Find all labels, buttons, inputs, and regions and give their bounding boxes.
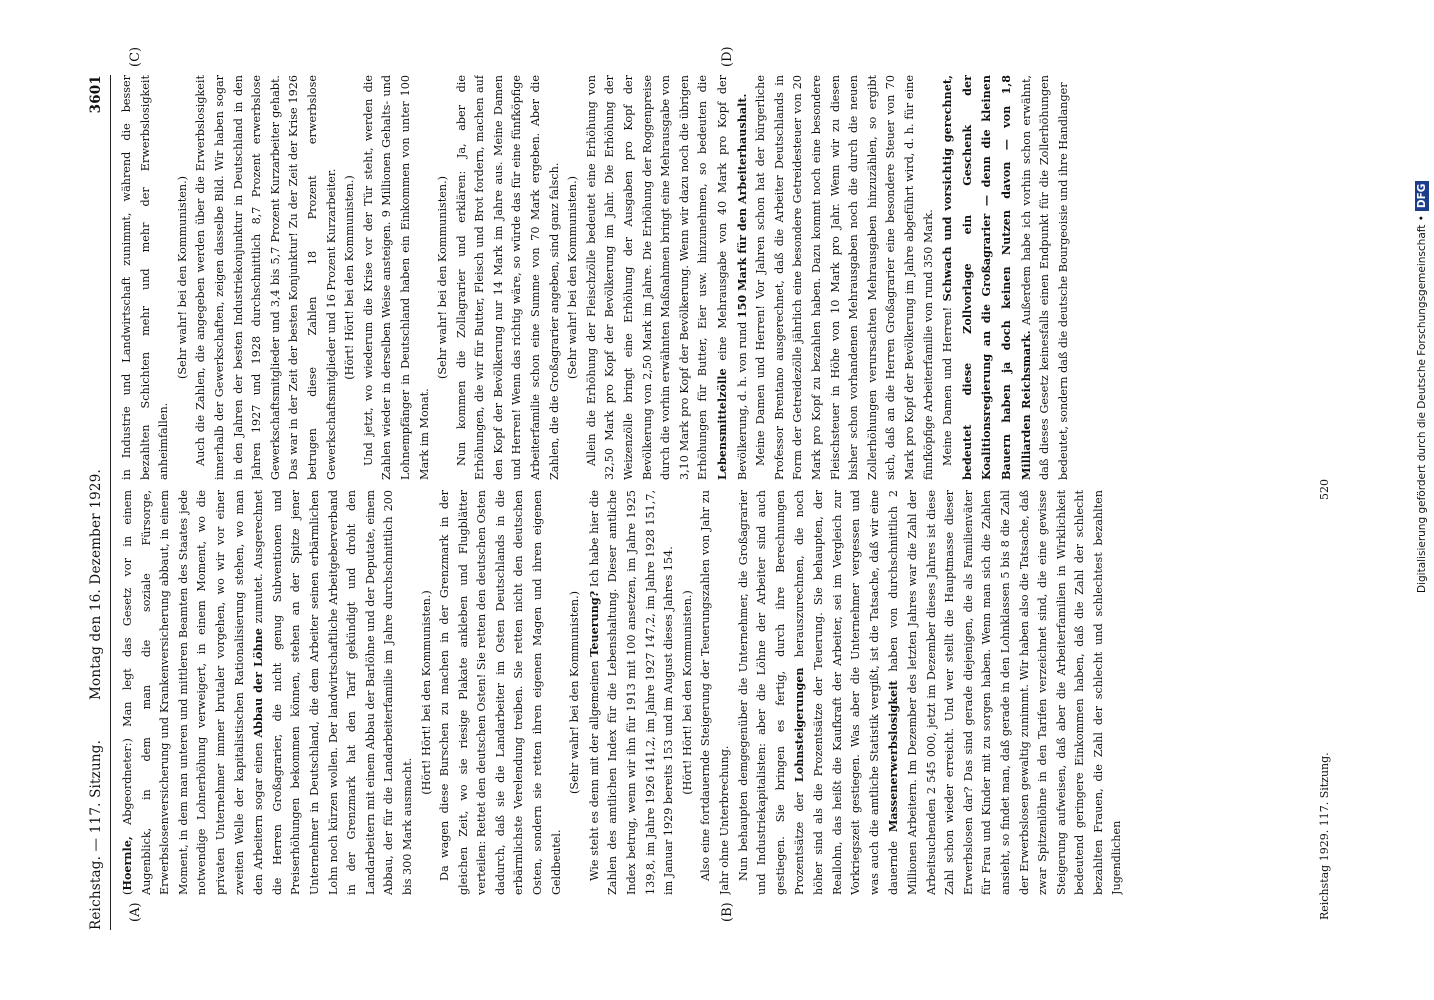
paragraph: Auch die Zahlen, die angegeben werden über die Erwerbslosigkeit innerhalb der Gewerkschaften, zeigen dasselbe Bild. Wir haben sogar in den Jahren der besten Industriekonjunktur in Deutschland in den Jahren 1927 und 1928 durchschnittlich 8,7 Prozent erwerbslose Gewerkschaftsmitglieder und 3,4 bis 5,7 Prozent Kurzarbeiter gehabt. Das war in der Zeit der besten Konjunktur! Zu der Zeit der Krise 1926 betrugen diese Zahlen 18 Prozent erwerbslose Gewerkschaftsmitglieder und 16 Prozent Kurzarbeiter. <box>194 75 338 480</box>
margin-marker-b: (B) <box>720 902 735 922</box>
paragraph: Und jetzt, wo wiederum die Krise vor der Tür steht, werden die Zahlen wieder in derselben Weise ansteigen. 9 Millionen Gehalts- und Lohnempfänger in Deutschland haben ein Einkommen von unter 100 Mark im Monat. <box>361 75 431 480</box>
credit-text: Digitalisierung gefördert durch die Deutsche Forschungsgemeinschaft • <box>1416 215 1428 593</box>
paragraph: Meine Damen und Herren! Vor Jahren schon hat der bürgerliche Professor Brentano ausgerechnet, daß die Arbeiter Deutschlands in Form der Getreidezölle jährlich eine besondere Getreidesteuer von 20 Mark pro Kopf zu bezahlen haben. Dazu kommt noch eine besondere Fleischsteuer in Höhe von 10 Mark pro Jahr. Wenn wir zu diesen bisher schon vorhandenen Mehrausgaben noch die durch die neuen Zollerhöhungen verursachten Mehrausgaben hinzuzählen, so ergibt sich, daß an die Herren Großagrarier eine besondere Steuer von 70 Mark pro Kopf der Bevölkerung im Jahre abgeführt wird, d. h. für eine fünfköpfige Arbeiterfamilie von rund 350 Mark. <box>754 75 935 480</box>
text-column-right <box>118 75 1318 480</box>
text-column-left <box>118 490 1318 895</box>
header-date: Montag den 16. Dezember 1929. <box>88 469 104 700</box>
paragraph: Nun behaupten demgegenüber die Unternehmer, die Großagrarier und Industriekapitalisten: aber die Löhne der Arbeiter sind auch gestiegen. Sie bringen es fertig, durch ihre Berechnungen Prozentsätze der Lohnsteigerungen herauszurechnen, die noch höher sind als die Prozentsätze der Teuerung. Sie behaupten, der Reallohn, das heißt die Kaufkraft der Arbeiter, sei im Vergleich zur Vorkriegszeit gestiegen. Was aber die Unternehmer vergessen und was auch die amtliche Statistik vergißt, ist die Tatsache, daß wir eine dauernde Massenerwerbslosigkeit haben von durchschnittlich 2 Millionen Arbeitern. Im Dezember des letzten Jahres war die Zahl der Arbeitsuchenden 2 545 000, jetzt im Dezember dieses Jahres ist diese Zahl schon wieder erreicht. Und wer stellt die Hauptmasse dieser Erwerbslosen dar? Das sind gerade diejenigen, die als Familienväter für Frau und Kinder mit zu sorgen haben. Wenn man sich die Zahlen ansieht, so findet man, daß gerade in den Lohnklassen 5 bis 8 die Zahl der Erwerbslosen gewaltig zunimmt. Wir haben also die Tatsache, daß zwar Spitzenlöhne in den Tarifen verzeichnet sind, die eine gewisse Steigerung aufweisen, daß aber die Arbeiterfamilien in Wirklichkeit bedeutend geringere Einkommen haben, daß die Zahl der schlecht bezahlten Frauen, die Zahl der schlecht und schlechtest bezahlten Jugendlichen <box>736 490 1124 895</box>
header-left: Reichstag. — 117. Sitzung. <box>88 739 104 930</box>
interjection: (Sehr wahr! bei den Kommunisten.) <box>175 175 189 380</box>
interjection: (Sehr wahr! bei den Kommunisten.) <box>436 175 450 380</box>
header-rule <box>110 75 111 930</box>
paragraph: Nun kommen die Zollagrarier und erklären: Ja, aber die Erhöhungen, die wir für Butter, Fleisch und Brot fordern, machen auf den Kopf der Bevölkerung nur 14 Mark im Jahre aus. Meine Damen und Herren! Wenn das richtig wäre, so würde das für eine fünfköpfige Arbeiterfamilie schon eine Summe von 70 Mark ergeben. Aber die Zahlen, die die Großagrarier angeben, sind ganz falsch. <box>454 75 561 480</box>
paragraph: Also eine fortdauernde Steigerung der Teuerungszahlen von Jahr zu Jahr ohne Unterbrechung. <box>699 490 731 895</box>
interjection: (Sehr wahr! bei den Kommunisten.) <box>566 175 580 380</box>
paragraph: Meine Damen und Herren! Schwach und vorsichtig gerechnet, bedeutet diese Zollvorlage ein Geschenk der Koalitionsregierung an die Großagrarier — denn die kleinen Bauern haben ja doch keinen Nutzen davon — von 1,8 Milliarden Reichsmark. Außerdem habe ich vorhin schon erwähnt, daß dieses Gesetz keinesfalls einen Endpunkt für die Zollerhöhungen bedeutet, sondern daß die deutsche Bourgeoisie und ihre Handlanger <box>940 75 1070 480</box>
margin-marker-a: (A) <box>128 902 143 922</box>
interjection: (Hört! Hört! bei den Kommunisten.) <box>680 590 694 795</box>
footer-sheet-number: 520 <box>1318 479 1331 500</box>
paragraph: Da wagen diese Burschen zu machen in der Grenzmark in der gleichen Zeit, wo sie riesige Plakate ankleben und Flugblätter verteilen: Rettet den deutschen Osten! Sie retten den deutschen Osten dadurch, daß sie die Landarbeiter im Osten Deutschlands in die erbärmlichste Verelendung treiben. Sie retten nicht den deutschen Osten, sondern sie retten ihren eigenen Magen und ihren eigenen Geldbeutel. <box>438 490 563 895</box>
margin-marker-d: (D) <box>720 46 735 67</box>
margin-marker-c: (C) <box>128 46 143 67</box>
paragraph: in Industrie und Landwirtschaft zunimmt, während die besser bezahlten Schichten mehr und mehr der Erwerbslosigkeit anheimfallen. <box>120 75 171 480</box>
speaker-name: Hoernle, <box>120 836 134 891</box>
footer-left: Reichstag 1929. 117. Sitzung. <box>1318 752 1331 920</box>
page-header <box>88 75 112 930</box>
interjection: (Hört! Hört! bei den Kommunisten.) <box>343 175 357 380</box>
paragraph: Allein die Erhöhung der Fleischzölle bedeutet eine Erhöhung von 32,50 Mark pro Kopf der Bevölkerung im Jahr. Die Erhöhung der Weizenzölle bringt eine Erhöhung der Ausgaben pro Kopf der Bevölkerung von 2,50 Mark im Jahre. Die Erhöhung der Roggenpreise durch die vorhin erwähnten Maßnahmen bringt eine Mehrausgabe von 3,10 Mark pro Kopf der Bevölkerung. Wenn wir dazu noch die übrigen Erhöhungen für Butter, Eier usw. hinzunehmen, so bedeuten die Lebensmittelzölle eine Mehrausgabe von 40 Mark pro Kopf der Bevölkerung, d. h. von rund 150 Mark für den Arbeiterhaushalt. <box>584 75 749 480</box>
page-number: 3601 <box>88 75 104 114</box>
digitization-credit <box>1412 8 1432 593</box>
paragraph: (Hoernle, Abgeordneter:) Man legt das Gesetz vor in einem Augenblick, in dem man die soziale Fürsorge, Erwerbslosenversicherung und Krankenversicherung abbaut, in einem Moment, in dem man unteren und mittleren Beamten des Staates jede notwendige Lohnerhöhung verweigert, in einem Moment, wo die privaten Unternehmer immer brutaler vorgehen, wo wir vor einer zweiten Welle der kapitalistischen Rationalisierung stehen, wo man den Arbeitern sogar einen Abbau der Löhne zumutet. Ausgerechnet die Herren Großagrarier, die nicht genug Subventionen und Preiserhöhungen bekommen können, stehen an der Spitze jener Unternehmer in Deutschland, die dem Arbeiter seinen erbärmlichen Lohn noch kürzen wollen. Der landwirtschaftliche Arbeitgeberverband in der Grenzmark hat den Tarif gekündigt und droht den Landarbeitern mit einem Abbau der Barlöhne und der Deputate, einem Abbau, der für die Landarbeiterfamilie im Jahre durchschnittlich 200 bis 300 Mark ausmacht. <box>120 490 414 895</box>
dfg-logo: DFG <box>1415 181 1429 212</box>
speaker-note: Abgeordneter: <box>121 742 134 825</box>
interjection: (Hört! Hört! bei den Kommunisten.) <box>419 590 433 795</box>
interjection: (Sehr wahr! bei den Kommunisten.) <box>568 590 582 795</box>
paragraph: Wie steht es denn mit der allgemeinen Teuerung? Ich habe hier die Zahlen des amtlichen Index für die Lebenshaltung. Dieser amtliche Index betrug, wenn wir ihn für 1913 mit 100 ansetzen, im Jahre 1925 139,8, im Jahre 1926 141,2, im Jahre 1927 147,2, im Jahre 1928 151,7, im Januar 1929 bereits 153 und im August dieses Jahres 154. <box>586 490 676 895</box>
